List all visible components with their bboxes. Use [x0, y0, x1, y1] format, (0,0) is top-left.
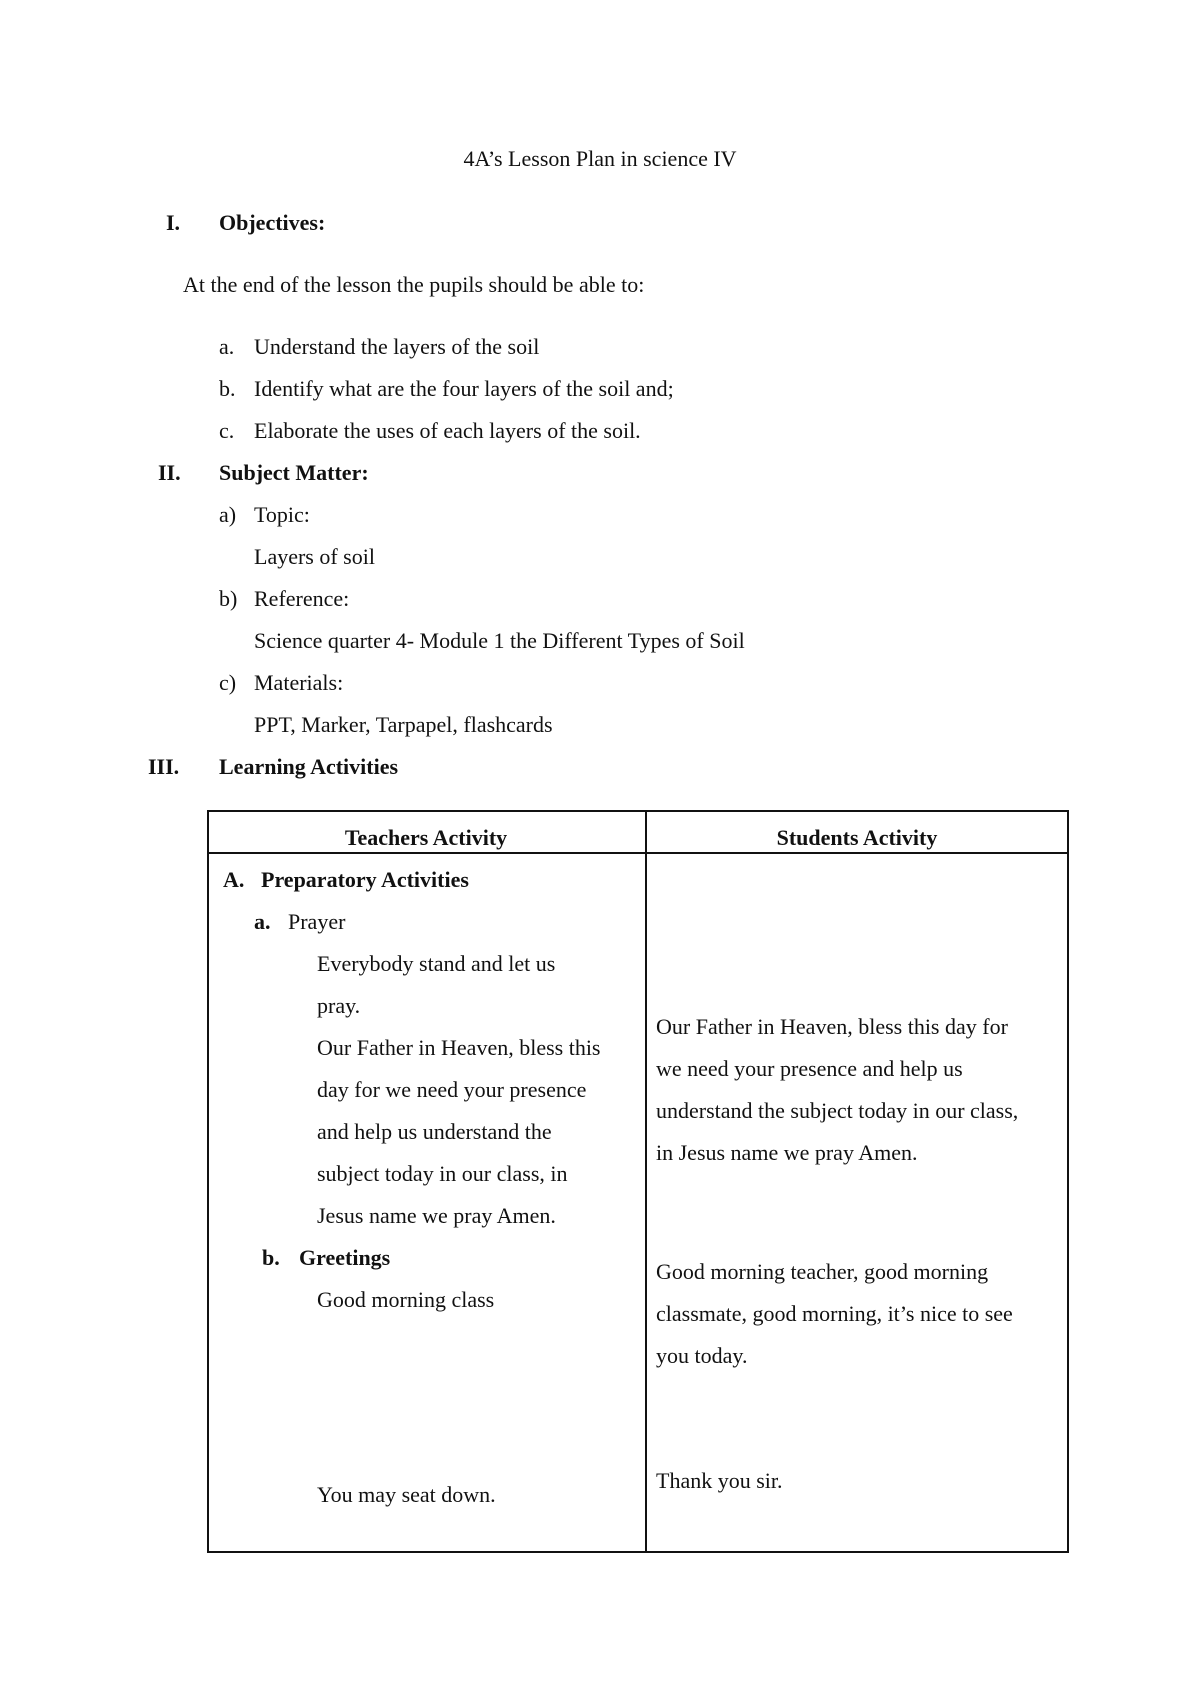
list-marker: a) [219, 502, 237, 527]
teacher-prayer-line: day for we need your presence [317, 1077, 587, 1102]
section-heading-learning-activities: Learning Activities [219, 754, 399, 779]
greetings-marker: b. [262, 1245, 280, 1270]
objective-item: Elaborate the uses of each layers of the soil. [254, 418, 641, 443]
list-marker: c. [219, 418, 235, 443]
prayer-marker: a. [254, 909, 271, 934]
teacher-prayer-line: Our Father in Heaven, bless this [317, 1035, 601, 1060]
subject-value: Science quarter 4- Module 1 the Different Types of Soil [254, 628, 745, 653]
table-border-right [1067, 810, 1069, 1553]
list-marker: b. [219, 376, 236, 401]
section-heading-subject-matter: Subject Matter: [219, 460, 369, 485]
objective-item: Understand the layers of the soil [254, 334, 540, 359]
student-prayer-line: we need your presence and help us [656, 1056, 963, 1081]
student-thanks-line: Thank you sir. [656, 1468, 783, 1493]
activities-table [207, 810, 1069, 1553]
table-header-teachers: Teachers Activity [344, 825, 508, 850]
table-border-left [207, 810, 209, 1553]
table-header-divider [207, 852, 1069, 854]
teacher-seat-line: You may seat down. [317, 1482, 496, 1507]
section-heading-objectives: Objectives: [219, 210, 326, 235]
student-prayer-line: Our Father in Heaven, bless this day for [656, 1014, 1008, 1039]
section-numeral: II. [158, 460, 181, 485]
subject-value: Layers of soil [254, 544, 375, 569]
section-marker: A. [223, 867, 245, 892]
table-border-top [207, 810, 1069, 812]
student-prayer-line: in Jesus name we pray Amen. [656, 1140, 918, 1165]
subject-label: Topic: [254, 502, 310, 527]
section-numeral: III. [148, 754, 180, 779]
list-marker: c) [219, 670, 237, 695]
section-numeral: I. [166, 210, 181, 235]
student-greeting-line: classmate, good morning, it’s nice to see [656, 1301, 1013, 1326]
prayer-label: Prayer [288, 909, 346, 934]
table-header-students: Students Activity [776, 825, 938, 850]
list-marker: b) [219, 586, 238, 611]
student-prayer-line: understand the subject today in our class, [656, 1098, 1019, 1123]
objectives-intro: At the end of the lesson the pupils should be able to: [183, 272, 645, 297]
subject-label: Reference: [254, 586, 350, 611]
student-greeting-line: you today. [656, 1343, 748, 1368]
student-greeting-line: Good morning teacher, good morning [656, 1259, 989, 1284]
objective-item: Identify what are the four layers of the soil and; [254, 376, 674, 401]
table-border-bottom [207, 1551, 1069, 1553]
document-title: 4A’s Lesson Plan in science IV [463, 146, 737, 171]
teacher-prayer-line: pray. [317, 993, 361, 1018]
preparatory-activities-heading: Preparatory Activities [261, 867, 469, 892]
greetings-label: Greetings [299, 1245, 391, 1270]
teacher-prayer-line: Everybody stand and let us [317, 951, 556, 976]
subject-label: Materials: [254, 670, 344, 695]
teacher-prayer-line: subject today in our class, in [317, 1161, 568, 1186]
table-column-divider [645, 810, 647, 1553]
subject-value: PPT, Marker, Tarpapel, flashcards [254, 712, 553, 737]
teacher-prayer-line: and help us understand the [317, 1119, 552, 1144]
teacher-greeting-line: Good morning class [317, 1287, 495, 1312]
list-marker: a. [219, 334, 235, 359]
teacher-prayer-line: Jesus name we pray Amen. [317, 1203, 556, 1228]
